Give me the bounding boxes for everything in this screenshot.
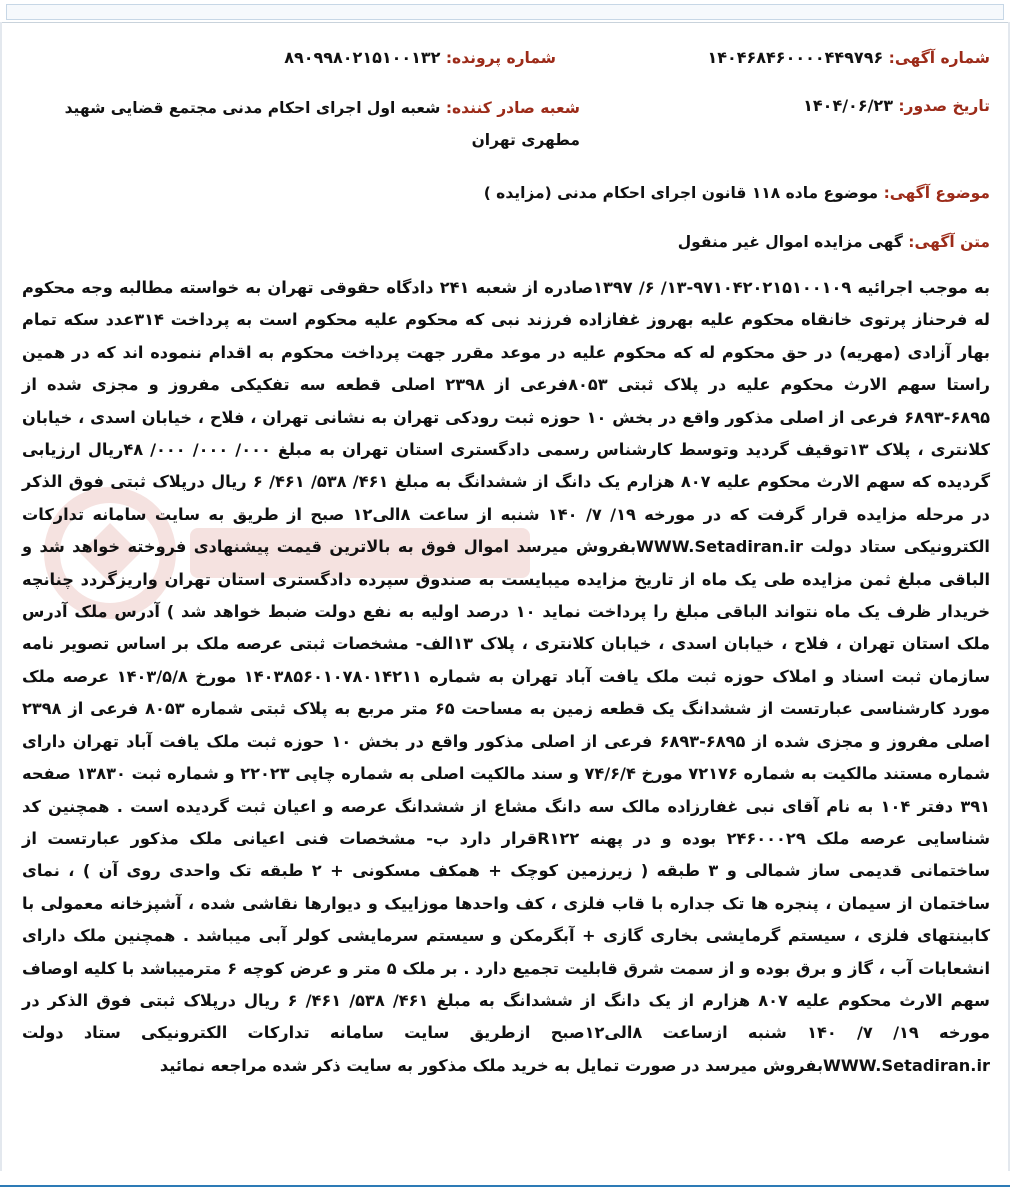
issue-date-value: ۱۴۰۴/۰۶/۲۳ xyxy=(803,96,893,115)
window-top-bar xyxy=(0,0,1010,23)
ad-number-row xyxy=(707,44,990,72)
issuer-row xyxy=(50,92,580,156)
body-title: گهی مزایده اموال غیر منقول xyxy=(677,233,903,251)
window-bottom-bar xyxy=(0,1171,1010,1189)
issue-date-row xyxy=(803,92,990,120)
ad-number-label: شماره آگهی: xyxy=(888,49,990,67)
subject-row xyxy=(484,180,990,207)
notice-body-text: به موجب اجرائیه ۹۷۱۰۴۲۰۲۱۵۱۰۰۱۰۹-۱۳/ ۶/ ۱۳۹۷صادره از شعبه ۲۴۱ دادگاه حقوقی تهران به خواسته مطالبه وجه محکوم له فرحناز پرتوی خانقاه محکوم علیه بهروز غفازاده فرزند نبی که محکوم علیه محکوم است به پرداخت ۳۱۴عدد سکه تمام بهار آزادی (مهریه) در حق محکوم له که محکوم علیه در موعد مقرر جهت پرداخت محکوم به اقدام ننموده اند که در همین راستا سهم الارث محکوم علیه در پلاک ثبتی ۸۰۵۳فرعی از ۲۳۹۸ اصلی قطعه سه تفکیکی مفروز و مجزی شده از ۶۸۹۵-۶۸۹۳ فرعی از اصلی مذکور واقع در بخش ۱۰ حوزه ثبت رودکی تهران به نشانی تهران ، فلاح ، خیابان اسدی ، خیابان کلانتری ، پلاک ۱۳توقیف گردید وتوسط کارشناس رسمی دادگستری استان تهران به مبلغ ۰۰۰/ ۰۰۰/ ۰۰۰/ ۴۸ریال ارزیابی گردیده که سهم الارث محکوم علیه ۸۰۷ هزارم یک دانگ از ششدانگ به مبلغ ۴۶۱/ ۵۳۸/ ۴۶۱/ ۶ ریال درپلاک ثبتی فوق الذکر در مرحله مزایده قرار گرفت که در مورخه ۱۹/ ۷/ ۱۴۰ شنبه از ساعت ۸الی۱۲ صبح از طریق به سایت سامانه تدارکات الکترونیکی ستاد دولت WWW.Setadiran.irبفروش میرسد اموال فوق به بالاترین قیمت پیشنهادی فروخته خواهد شد و الباقی مبلغ ثمن مزایده طی یک ماه از تاریخ مزایده میبایست به صندوق سپرده دادگستری استان تهران واریزگردد چنانچه خریدار ظرف یک ماه نتواند الباقی مبلغ را پرداخت نماید ۱۰ درصد اولیه به نفع دولت ضبط خواهد شد ) آدرس ملک آدرس ملک استان تهران ، فلاح ، خیابان اسدی ، خیابان کلانتری ، پلاک ۱۳الف- مشخصات ثبتی عرصه ملک بر اساس تصویر نامه سازمان ثبت اسناد و املاک حوزه ثبت ملک یافت آباد تهران به شماره ۱۴۰۳۸۵۶۰۱۰۷۸۰۱۴۲۱۱ مورخ ۱۴۰۳/۵/۸ عرصه ملک مورد کارشناسی عبارتست از ششدانگ یک قطعه زمین به مساحت ۶۵ متر مربع به پلاک ثبتی شماره ۸۰۵۳ فرعی از ۲۳۹۸ اصلی مفروز و مجزی شده از ۶۸۹۵-۶۸۹۳ فرعی از اصلی مذکور واقع در بخش ۱۰ حوزه ثبت ملک یافت آباد تهران دارای شماره مستند مالکیت به شماره ۷۲۱۷۶ مورخ ۷۴/۶/۴ و سند مالکیت اصلی به شماره چاپی ۲۲۰۲۳ و شماره ثبت ۱۳۸۳۰ صفحه ۳۹۱ دفتر ۱۰۴ به نام آقای نبی غفارزاده مالک سه دانگ مشاع از ششدانگ عرصه و اعیان ثبت گردیده است . همچنین کد شناسایی عرصه ملک ۲۴۶۰۰۰۲۹ بوده و در پهنه R۱۲۲قرار دارد ب- مشخصات فنی اعیانی ملک مذکور عبارتست از ساختمانی قدیمی ساز شمالی و ۳ طبقه ( زیرزمین کوچک + همکف مسکونی + ۲ طبقه تک واحدی روی آن ) ، نمای ساختمان از سیمان ، پنجره ها تک جداره با قاب فلزی ، کف واحدها موزاییک و دیوارها نقاشی شده ، آشپزخانه معمولی با کابینتهای فلزی ، سیستم گرمایشی بخاری گازی + آبگرمکن و سیستم سرمایشی کولر آبی میباشد . همچنین ملک دارای انشعابات آب ، گاز و برق بوده و از سمت شرق قابلیت تجمیع دارد . بر ملک ۵ متر و عرض کوچه ۶ مترمیباشد با کلیه اوصاف سهم الارث محکوم علیه ۸۰۷ هزارم از یک دانگ از ششدانگ به مبلغ ۴۶۱/ ۵۳۸/ ۴۶۱/ ۶ ریال درپلاک ثبتی فوق الذکر در مورخه ۱۹/ ۷/ ۱۴۰ شنبه ازساعت ۸الی۱۲صبح ازطریق سایت سامانه تدارکات الکترونیکی ستاد دولت WWW.Setadiran.irبفروش میرسد در صورت تمایل به خرید ملک مذکور به سایت ذکر شده مراجعه نمائید xyxy=(22,278,991,1075)
issuer-label: شعبه صادر کننده: xyxy=(445,99,580,117)
case-number-value: ۸۹۰۹۹۸۰۲۱۵۱۰۰۱۳۲ xyxy=(284,48,441,67)
notice-content xyxy=(14,30,994,1165)
subject-value: موضوع ماده ۱۱۸ قانون اجرای احکام مدنی (مزایده ) xyxy=(483,184,879,202)
ad-number-value: ۱۴۰۴۶۸۴۶۰۰۰۰۴۴۹۷۹۶ xyxy=(707,48,884,67)
left-edge xyxy=(0,22,2,1171)
body-title-row xyxy=(678,229,990,256)
case-number-label: شماره پرونده: xyxy=(445,49,556,67)
body-label: متن آگهی: xyxy=(908,233,990,251)
bottom-accent-rule xyxy=(0,1185,1010,1187)
top-bar-inner xyxy=(6,4,1004,20)
issuer-value: شعبه اول اجرای احکام مدنی مجتمع قضایی شهید مطهری تهران xyxy=(64,99,580,149)
subject-label: موضوع آگهی: xyxy=(883,184,990,202)
issue-date-label: تاریخ صدور: xyxy=(898,97,990,115)
case-number-row xyxy=(284,44,556,72)
